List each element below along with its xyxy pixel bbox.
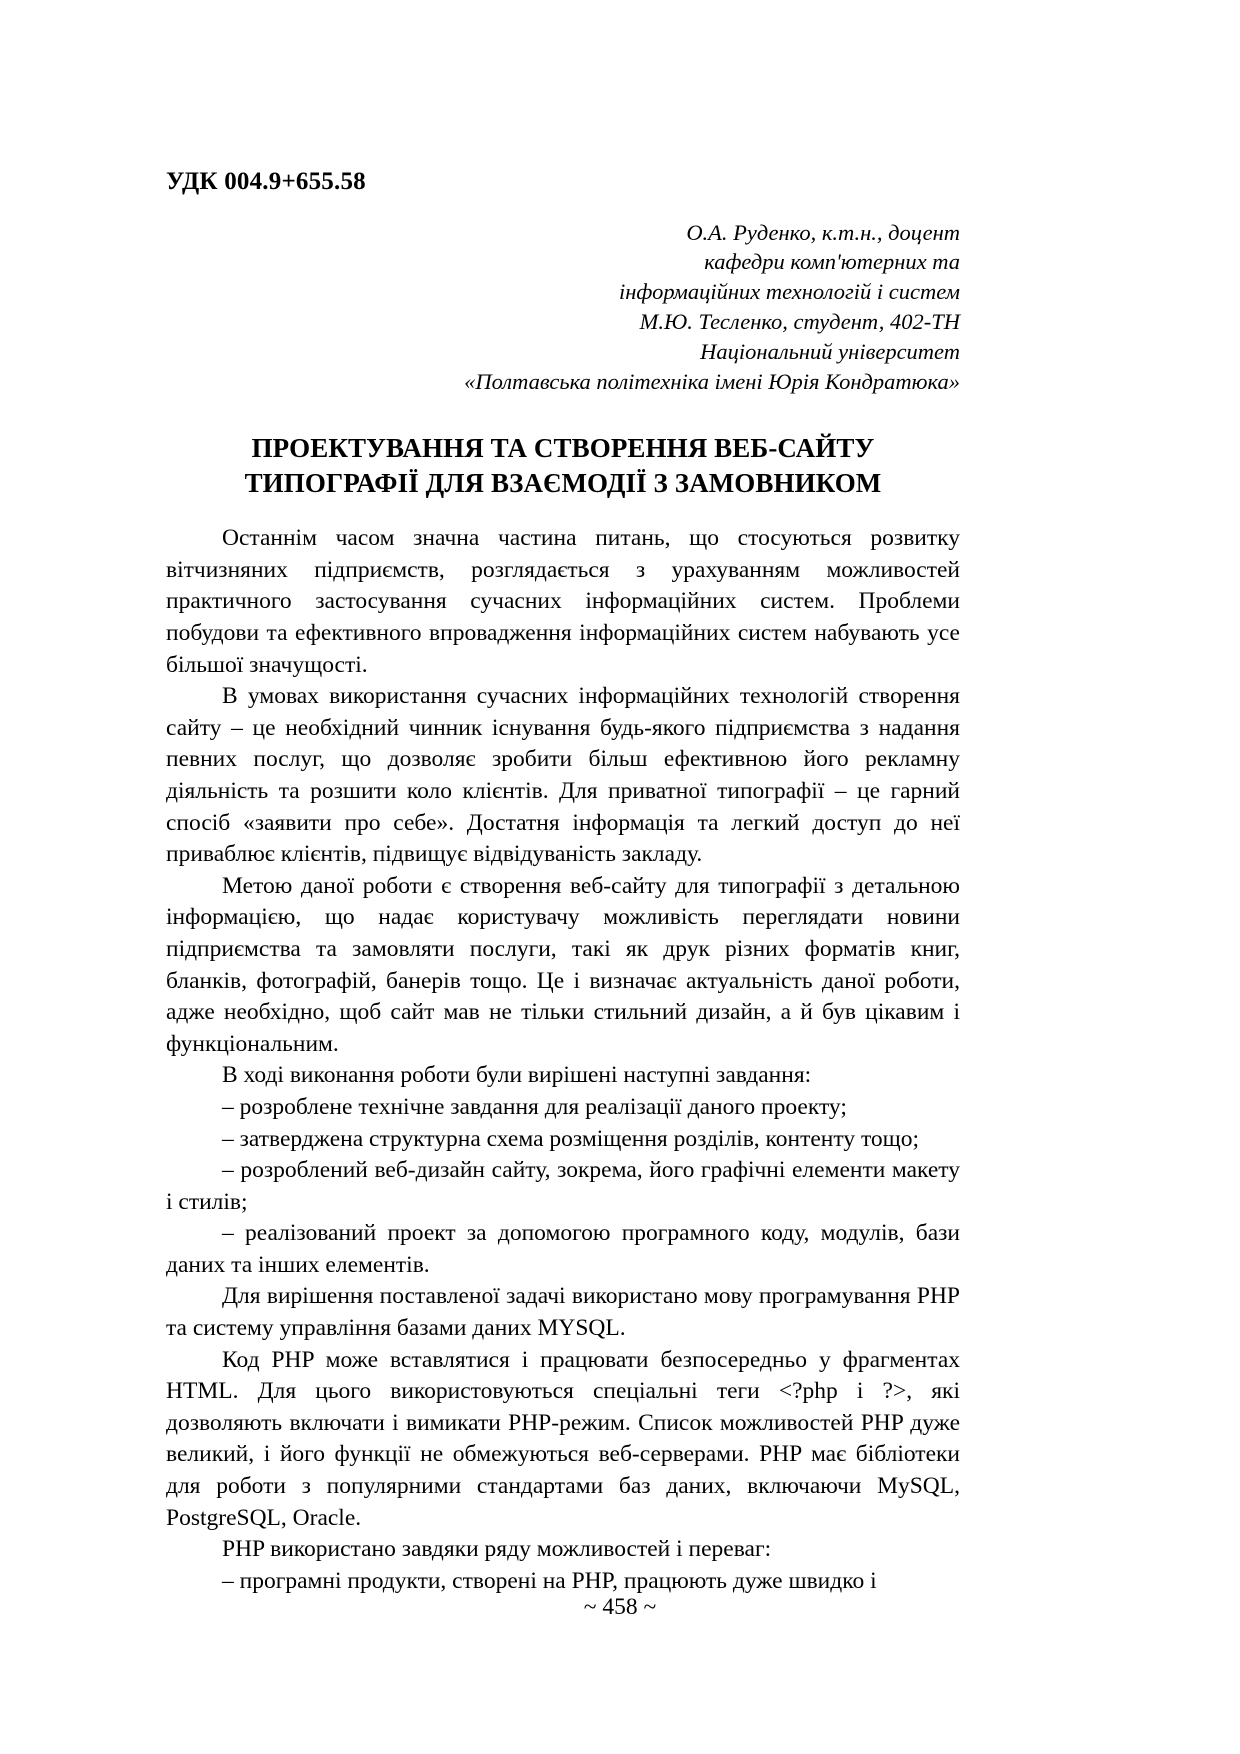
page-content — [166, 168, 960, 1597]
paragraph: Код PHP може вставлятися і працювати безпосередньо у фрагментах HTML. Для цього використовуються спеціальні теги <?php і ?>, які дозволяють включати і вимикати PHP-режим. Список можливостей PHP дуже великий, і його функції не обмежуються веб-серверами. PHP має бібліотеки для роботи з популярними стандартами баз даних, включаючи MySQL, PostgreSQL, Oracle. — [166, 1346, 960, 1531]
paragraph: Для вирішення поставленої задачі використано мову програмування PHP та систему управління базами даних MYSQL. — [166, 1283, 960, 1342]
author-line: «Полтавська політехніка імені Юрія Кондратюка» — [464, 369, 960, 395]
author-line: інформаційних технологій і систем — [618, 279, 960, 305]
author-line: кафедри комп'ютерних та — [704, 249, 960, 275]
page-title — [166, 431, 960, 501]
title-line: ТИПОГРАФІЇ ДЛЯ ВЗАЄМОДІЇ З ЗАМОВНИКОМ — [244, 468, 882, 499]
paragraph: Останнім часом значна частина питань, що стосуються розвитку вітчизняних підприємств, розглядається з урахуванням можливостей практичного застосування сучасних інформаційних систем. Проблеми побудови та ефективного впровадження інформаційних систем набувають усе більшої значущості. — [166, 525, 960, 678]
title-line: ПРОЕКТУВАННЯ ТА СТВОРЕННЯ ВЕБ-САЙТУ — [251, 433, 875, 464]
paragraph: PHP використано завдяки ряду можливостей і переваг: — [222, 1536, 772, 1563]
list-item: – розроблене технічне завдання для реалізації даного проекту; — [222, 1093, 847, 1120]
udc-code: УДК 004.9+655.58 — [166, 168, 366, 195]
paragraph: Метою даної роботи є створення веб-сайту для типографії з детальною інформацією, що надає користувачу можливість переглядати новини підприємства та замовляти послуги, такі як друк різних форматів книг, бланків, фотографій, банерів тощо. Це і визначає актуальність даної роботи, адже необхідно, щоб сайт мав не тільки стильний дизайн, а й був цікавим і функціональним. — [166, 872, 960, 1057]
list-item: – програмні продукти, створені на PHP, працюють дуже швидко і — [222, 1567, 877, 1594]
article-body — [166, 523, 960, 1597]
author-line: М.Ю. Тесленко, студент, 402-ТН — [639, 309, 960, 335]
paragraph: В ході виконання роботи були вирішені наступні завдання: — [222, 1062, 812, 1089]
author-block — [166, 218, 960, 398]
page-number: ~ 458 ~ — [583, 1594, 657, 1620]
list-item: – розроблений веб-дизайн сайту, зокрема, його графічні елементи макету і стилів; — [166, 1157, 960, 1215]
author-line: Національний університет — [700, 339, 960, 365]
author-line: О.А. Руденко, к.т.н., доцент — [686, 219, 960, 245]
list-item: – реалізований проект за допомогою програмного коду, модулів, бази даних та інших елементів. — [166, 1220, 960, 1278]
list-item: – затверджена структурна схема розміщення розділів, контенту тощо; — [222, 1125, 920, 1152]
paragraph: В умовах використання сучасних інформаційних технологій створення сайту – це необхідний чинник існування будь-якого підприємства з надання певних послуг, що дозволяє зробити більш ефективною його рекламну діяльність та розшити коло клієнтів. Для приватної типографії – це гарний спосіб «заявити про себе». Достатня інформація та легкий доступ до неї приваблює клієнтів, підвищує відвідуваність закладу. — [166, 683, 960, 868]
